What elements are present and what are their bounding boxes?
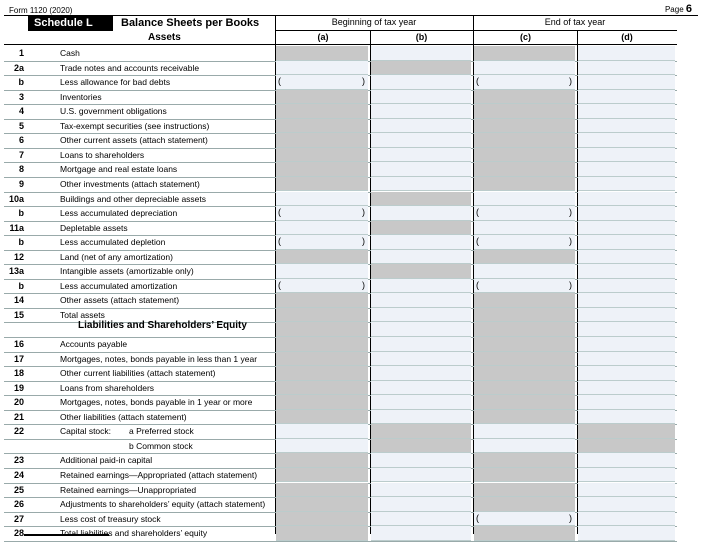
line-number: 13a [8, 266, 24, 277]
line-number: 21 [13, 411, 24, 422]
amount-cell-c [474, 410, 575, 425]
amount-cell-c[interactable] [474, 512, 575, 527]
line-number: b [18, 208, 24, 219]
line-number: 18 [13, 368, 24, 379]
amount-cell-d[interactable] [578, 148, 675, 163]
amount-cell-a[interactable] [276, 439, 368, 454]
paren-close: ) [362, 236, 365, 247]
beginning-of-year-heading: Beginning of tax year [331, 17, 417, 27]
amount-cell-b[interactable] [371, 133, 471, 148]
line-label: Loans from shareholders [60, 382, 155, 393]
amount-cell-a [276, 352, 368, 367]
line-sub-label: b Common stock [129, 440, 193, 451]
line-number: b [18, 77, 24, 88]
column-a-heading: (a) [317, 32, 329, 42]
amount-cell-b[interactable] [371, 293, 471, 308]
amount-cell-d[interactable] [578, 162, 675, 177]
paren-open: ( [278, 76, 281, 87]
line-number: 11a [9, 222, 24, 233]
amount-cell-d[interactable] [578, 293, 675, 308]
amount-cell-d[interactable] [578, 264, 675, 279]
amount-cell-c [474, 148, 575, 163]
amount-cell-c[interactable] [474, 192, 575, 207]
end-of-year-heading: End of tax year [544, 17, 606, 27]
amount-cell-b[interactable] [371, 381, 471, 396]
line-number: 8 [18, 164, 24, 175]
amount-cell-b[interactable] [371, 206, 471, 221]
amount-cell-c [474, 483, 575, 498]
line-label: Less accumulated amortization [60, 280, 178, 291]
line-number: 2a [13, 62, 24, 73]
amount-cell-b[interactable] [371, 468, 471, 483]
amount-cell-c[interactable] [474, 439, 575, 454]
amount-cell-b[interactable] [371, 119, 471, 134]
amount-cell-c[interactable] [474, 221, 575, 236]
line-label: Cash [60, 48, 80, 58]
line-number: 12 [13, 251, 24, 262]
amount-cell-d[interactable] [578, 119, 675, 134]
amount-cell-c [474, 46, 575, 61]
amount-cell-c [474, 395, 575, 410]
amount-cell-d[interactable] [578, 410, 675, 425]
column-c-heading: (c) [520, 32, 531, 42]
amount-cell-b [371, 192, 471, 207]
amount-cell-a[interactable] [276, 75, 368, 90]
line-label: Other current assets (attach statement) [60, 135, 208, 146]
column-head-rule [275, 30, 677, 31]
line-label: Adjustments to shareholders’ equity (attach statement) [60, 499, 266, 510]
line-number: 28 [13, 528, 24, 539]
amount-cell-d[interactable] [578, 133, 675, 148]
amount-cell-c [474, 381, 575, 396]
amount-cell-d[interactable] [578, 381, 675, 396]
amount-cell-c [474, 177, 575, 192]
amount-cell-d[interactable] [578, 453, 675, 468]
amount-cell-a[interactable] [276, 192, 368, 207]
amount-cell-c [474, 322, 575, 337]
amount-cell-c [474, 119, 575, 134]
amount-cell-b[interactable] [371, 75, 471, 90]
amount-cell-d [578, 439, 675, 454]
amount-cell-d[interactable] [578, 279, 675, 294]
line-number: 4 [18, 106, 24, 117]
line-sub-label: a Preferred stock [129, 426, 194, 437]
line-label: Total liabilities and shareholders’ equity [60, 528, 208, 539]
line-number: 1 [18, 48, 24, 58]
amount-cell-a [276, 250, 368, 265]
amount-cell-c [474, 162, 575, 177]
line-label: Loans to shareholders [60, 149, 145, 160]
line-label: Mortgages, notes, bonds payable in 1 year or more [60, 397, 253, 408]
amount-cell-d[interactable] [578, 468, 675, 483]
amount-cell-c [474, 526, 575, 541]
amount-cell-c[interactable] [474, 279, 575, 294]
amount-cell-b[interactable] [371, 162, 471, 177]
line-label: Other assets (attach statement) [60, 295, 180, 306]
amount-cell-b[interactable] [371, 279, 471, 294]
line-label: Total assets [60, 309, 105, 320]
amount-cell-b[interactable] [371, 512, 471, 527]
amount-cell-c[interactable] [474, 235, 575, 250]
amount-cell-d[interactable] [578, 322, 675, 337]
amount-cell-a [276, 162, 368, 177]
line-label: Buildings and other depreciable assets [60, 193, 207, 204]
amount-cell-b[interactable] [371, 322, 471, 337]
amount-cell-b[interactable] [371, 46, 471, 61]
line-number: b [18, 280, 24, 291]
amount-cell-c [474, 104, 575, 119]
amount-cell-c [474, 352, 575, 367]
line-number: 6 [18, 135, 24, 146]
amount-cell-a [276, 308, 368, 323]
amount-cell-c[interactable] [474, 424, 575, 439]
paren-open: ( [476, 279, 479, 290]
line-label: Inventories [60, 91, 102, 102]
amount-cell-b[interactable] [371, 148, 471, 163]
line-number: 7 [18, 149, 24, 160]
amount-cell-a [276, 366, 368, 381]
paren-close: ) [362, 76, 365, 87]
amount-cell-d[interactable] [578, 75, 675, 90]
amount-cell-c [474, 366, 575, 381]
amount-cell-a [276, 483, 368, 498]
paren-close: ) [569, 236, 572, 247]
amount-cell-d[interactable] [578, 366, 675, 381]
amount-cell-a[interactable] [276, 424, 368, 439]
amount-cell-d[interactable] [578, 46, 675, 61]
paren-open: ( [278, 279, 281, 290]
line-label: Other current liabilities (attach statement) [60, 368, 216, 379]
amount-cell-c [474, 133, 575, 148]
amount-cell-b [371, 61, 471, 76]
line-label: Mortgage and real estate loans [60, 164, 178, 175]
line-label: Less allowance for bad debts [60, 77, 171, 88]
paren-open: ( [476, 207, 479, 218]
amount-cell-c[interactable] [474, 75, 575, 90]
amount-cell-c [474, 468, 575, 483]
line-number: 22 [13, 426, 24, 437]
amount-cell-c [474, 497, 575, 512]
column-b-heading: (b) [415, 32, 428, 42]
paren-open: ( [278, 207, 281, 218]
amount-cell-d[interactable] [578, 352, 675, 367]
amount-cell-c [474, 250, 575, 265]
amount-cell-a [276, 337, 368, 352]
amount-cell-c [474, 308, 575, 323]
schedule-title: Balance Sheets per Books [121, 17, 260, 29]
amount-cell-c [474, 90, 575, 105]
line-label: Retained earnings—Unappropriated [60, 484, 197, 495]
amount-cell-c [474, 293, 575, 308]
amount-cell-c [474, 453, 575, 468]
paren-open: ( [278, 236, 281, 247]
amount-cell-a [276, 526, 368, 541]
line-number: 23 [13, 455, 24, 466]
amount-cell-d[interactable] [578, 104, 675, 119]
line-number: 9 [18, 178, 24, 189]
amount-cell-b [371, 221, 471, 236]
amount-cell-b[interactable] [371, 526, 471, 541]
line-label: Other investments (attach statement) [60, 178, 200, 189]
amount-cell-a [276, 148, 368, 163]
line-number: 5 [18, 120, 24, 131]
amount-cell-b[interactable] [371, 250, 471, 265]
amount-cell-a [276, 119, 368, 134]
amount-cell-d[interactable] [578, 206, 675, 221]
line-number: 19 [13, 382, 24, 393]
paren-close: ) [569, 76, 572, 87]
line-label: Less cost of treasury stock [60, 513, 161, 524]
page-label: Page [664, 5, 684, 14]
line-number: 16 [13, 339, 24, 349]
amount-cell-a[interactable] [276, 264, 368, 279]
amount-cell-a[interactable] [276, 221, 368, 236]
amount-cell-a [276, 395, 368, 410]
line-number: 17 [13, 353, 24, 364]
amount-cell-d[interactable] [578, 192, 675, 207]
paren-close: ) [362, 207, 365, 218]
line-number: 14 [13, 295, 24, 306]
amount-cell-a [276, 322, 368, 337]
amount-cell-b[interactable] [371, 497, 471, 512]
amount-cell-b[interactable] [371, 483, 471, 498]
amount-cell-b[interactable] [371, 453, 471, 468]
line-label: Accounts payable [60, 339, 128, 349]
amount-cell-a [276, 90, 368, 105]
paren-open: ( [476, 236, 479, 247]
assets-heading: Assets [148, 32, 181, 43]
paren-open: ( [476, 76, 479, 87]
line-label: Retained earnings—Appropriated (attach statement) [60, 469, 258, 480]
amount-cell-d[interactable] [578, 483, 675, 498]
page-number-value: 6 [685, 3, 692, 15]
amount-cell-b[interactable] [371, 177, 471, 192]
amount-cell-d[interactable] [578, 221, 675, 236]
amount-cell-b[interactable] [371, 235, 471, 250]
line-number: 24 [13, 469, 24, 480]
amount-cell-d[interactable] [578, 395, 675, 410]
amount-cell-b[interactable] [371, 337, 471, 352]
line-label: Additional paid-in capital [60, 455, 153, 466]
column-d-heading: (d) [621, 32, 633, 42]
amount-cell-a [276, 104, 368, 119]
liabilities-heading: Liabilities and Shareholders’ Equity [78, 320, 247, 331]
amount-cell-a [276, 177, 368, 192]
amount-cell-b[interactable] [371, 352, 471, 367]
line-label: Tax-exempt securities (see instructions) [60, 120, 210, 131]
line-label: Less accumulated depreciation [60, 208, 178, 219]
line-number: 3 [18, 91, 24, 102]
amount-cell-d[interactable] [578, 177, 675, 192]
amount-cell-a [276, 133, 368, 148]
heading-rule [4, 44, 677, 45]
line-number: 20 [13, 397, 24, 408]
amount-cell-d[interactable] [578, 512, 675, 527]
amount-cell-d[interactable] [578, 250, 675, 265]
paren-open: ( [476, 512, 479, 523]
amount-cell-d[interactable] [578, 90, 675, 105]
amount-cell-c[interactable] [474, 61, 575, 76]
amount-cell-d[interactable] [578, 526, 675, 541]
form-id: Form 1120 (2020) [9, 6, 73, 15]
line-label: Capital stock: [60, 426, 112, 437]
amount-cell-a [276, 453, 368, 468]
paren-close: ) [569, 207, 572, 218]
line-label: Land (net of any amortization) [60, 251, 173, 262]
paren-close: ) [569, 279, 572, 290]
amount-cell-d [578, 424, 675, 439]
line-number: 26 [13, 499, 24, 510]
page-number [665, 3, 692, 15]
amount-cell-c[interactable] [474, 264, 575, 279]
amount-cell-d[interactable] [578, 337, 675, 352]
bottom-rule [24, 534, 109, 536]
amount-cell-b[interactable] [371, 308, 471, 323]
amount-cell-d[interactable] [578, 497, 675, 512]
amount-cell-b[interactable] [371, 104, 471, 119]
line-label: Less accumulated depletion [60, 237, 166, 248]
amount-cell-a [276, 46, 368, 61]
amount-cell-d[interactable] [578, 308, 675, 323]
line-number: 25 [13, 484, 24, 495]
line-label: Mortgages, notes, bonds payable in less than 1 year [60, 353, 258, 364]
line-label: Intangible assets (amortizable only) [60, 266, 194, 277]
amount-cell-a[interactable] [276, 61, 368, 76]
amount-cell-a [276, 381, 368, 396]
amount-cell-b[interactable] [371, 90, 471, 105]
line-number: 10a [8, 193, 24, 204]
amount-cell-b [371, 424, 471, 439]
amount-cell-c [474, 337, 575, 352]
amount-cell-a [276, 512, 368, 527]
amount-cell-c[interactable] [474, 206, 575, 221]
line-number: 15 [13, 309, 24, 320]
amount-cell-a[interactable] [276, 235, 368, 250]
paren-close: ) [362, 279, 365, 290]
schedule-badge: Schedule L [28, 16, 113, 31]
line-label: U.S. government obligations [60, 106, 167, 117]
line-label: Other liabilities (attach statement) [60, 411, 187, 422]
line-number: 27 [13, 513, 24, 524]
amount-cell-d[interactable] [578, 61, 675, 76]
amount-cell-a [276, 497, 368, 512]
amount-cell-b[interactable] [371, 395, 471, 410]
amount-cell-b[interactable] [371, 410, 471, 425]
amount-cell-b [371, 264, 471, 279]
line-label: Trade notes and accounts receivable [60, 62, 200, 73]
amount-cell-a[interactable] [276, 206, 368, 221]
amount-cell-b [371, 439, 471, 454]
line-label: Depletable assets [60, 222, 128, 233]
amount-cell-a[interactable] [276, 279, 368, 294]
amount-cell-a [276, 410, 368, 425]
paren-close: ) [569, 512, 572, 523]
amount-cell-a [276, 293, 368, 308]
amount-cell-d[interactable] [578, 235, 675, 250]
line-number: b [18, 237, 24, 248]
amount-cell-a [276, 468, 368, 483]
amount-cell-b[interactable] [371, 366, 471, 381]
